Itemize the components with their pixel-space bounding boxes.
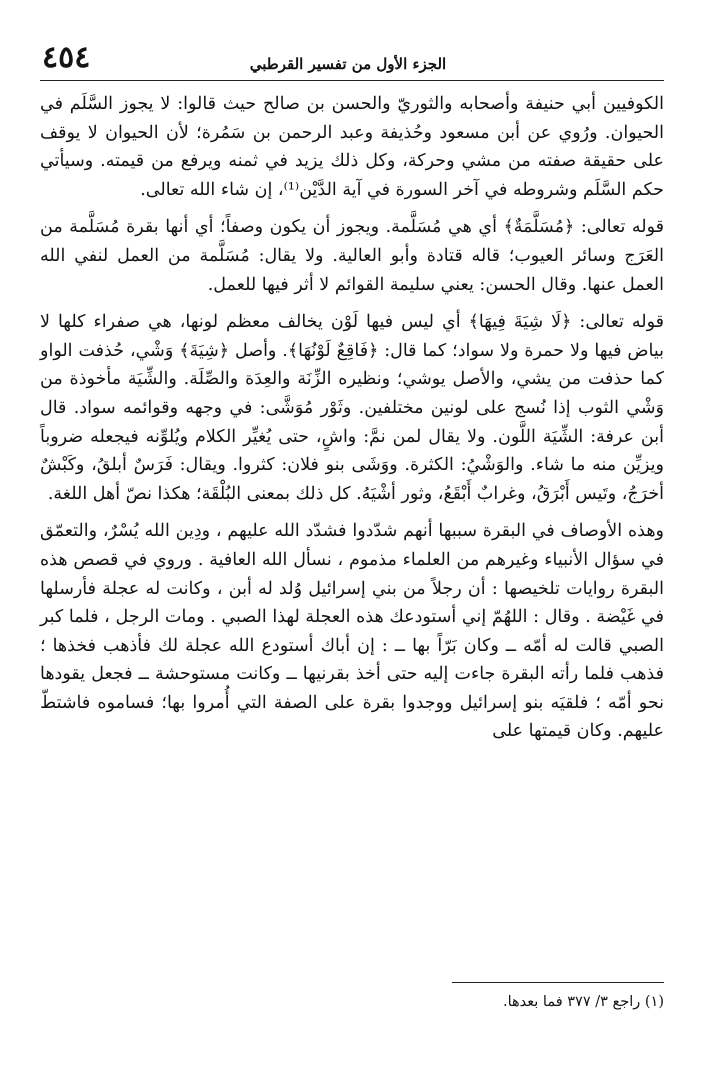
- running-title: الجزء الأول من تفسير القرطبي: [249, 55, 447, 73]
- page-number: ٤٥٤: [42, 40, 91, 75]
- header-rule: [40, 80, 664, 81]
- footnote: (١) راجع ٣/ ٣٧٧ فما بعدها.: [502, 994, 664, 1010]
- paragraph-3: قوله تعالى: ﴿لَا شِيَةَ فِيهَا﴾ أي ليس فيها لَوْن يخالف معظم لونها، هي صفراء كلها لا بياض فيها ولا حمرة ولا سواد؛ كما قال: ﴿فَاقِعٌ لَوْنُهَا﴾. وأصل ﴿شِيَةَ﴾ وَشْي، حُذفت الواو كما حذفت من يشي، والأصل يوشي؛ ونظيره الزِّنَة والعِدَة والصِّلَة. والشِّيَة مأخوذة من وَشْي الثوب إذا نُسج على لونين مختلفين. وثَوْر مُوَشَّى: في وجهه وقوائمه سواد. قال أبن عرفة: الشِّيَة اللَّون. ولا يقال لمن نمَّ: واشٍ، حتى يُغيِّر الكلام ويُلوِّنه فيجعله ضروباً ويزيِّن منه ما شاء. والوَشْيُ: الكثرة. ووَشَى بنو فلان: كثروا. ويقال: فَرَسٌ أبلقُ، وكَبْشٌ أخرَجُ، وتَيس أَبْرَقُ، وغرابٌ أَبْقَعُ، وثور أشْيَهُ. كل ذلك بمعنى البُلْقَة؛ هكذا نصّ أهل اللغة.: [40, 312, 664, 504]
- paragraph-4: وهذه الأوصاف في البقرة سببها أنهم شدّدوا فشدّد الله عليهم ، ودِين الله يُسْرٌ، والتعمّق في سؤال الأنبياء وغيرهم من العلماء مذموم ، نسأل الله العافية . وروي في قصص هذه البقرة روايات تلخيصها : أن رجلاً من بني إسرائيل وُلد له أبن ، وكانت له عجلة فأرسلها في غَيْضة . وقال : اللهُمّ إني أستودعك هذه العجلة لهذا الصبي . ومات الرجل ، فلما كبر الصبي قالت له أمّه ــ وكان بَرّاً بها ــ : إن أباك أستودع الله عجلة لك فأذهب فخذها ؛ فذهب فلما رأته البقرة جاءت إليه حتى أخذ بقرنيها ــ وكانت مستوحشة ــ فجعل يقودها نحو أمّه ؛ فلقيَه بنو إسرائيل ووجدوا بقرة على الصفة التي أُمروا بها؛ فساموه فاشتطّ عليهم. وكان قيمتها على: [40, 521, 664, 742]
- body-text: [40, 90, 664, 755]
- footnote-rule: [452, 982, 664, 983]
- paragraph-1: الكوفيين أبي حنيفة وأصحابه والثوريّ والحسن بن صالح حيث قالوا: لا يجوز السَّلَم في الحيوان. ورُوي عن أبن مسعود وحُذيفة وعبد الرحمن بن سَمُرة؛ لأن الحيوان لا يوقف على حقيقة صفته من مشي وحركة، وكل ذلك يزيد في ثمنه ويرفع من قيمته. وسيأتي حكم السَّلَم وشروطه في آخر السورة في آية الدَّيْن⁽¹⁾، إن شاء الله تعالى.: [40, 94, 664, 200]
- paragraph-2: قوله تعالى: ﴿مُسَلَّمَةٌ﴾ أي هي مُسَلَّمة. ويجوز أن يكون وصفاً؛ أي أنها بقرة مُسَلَّمة من العَرَج وسائر العيوب؛ قاله قتادة وأبو العالية. ولا يقال: مُسَلَّمة من العمل لنفي الله العمل عنها. وقال الحسن: يعني سليمة القوائم لا أثر فيها للعمل.: [40, 217, 664, 295]
